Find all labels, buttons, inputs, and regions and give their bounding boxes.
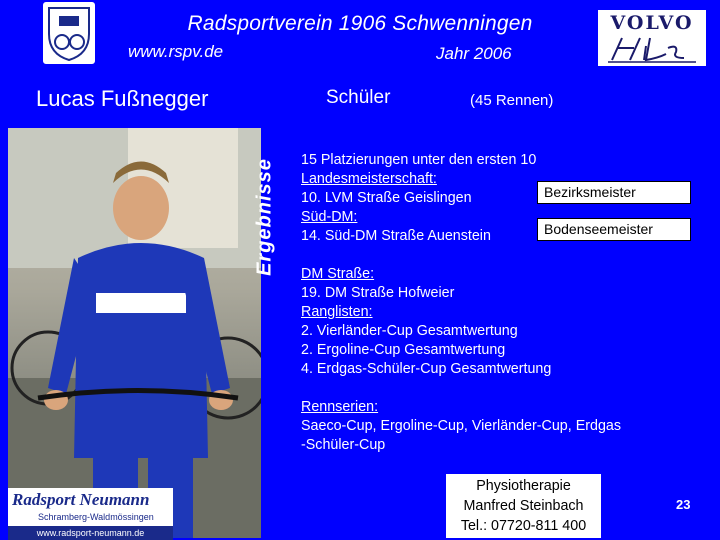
badge-bodenseemeister: Bodenseemeister <box>537 218 691 241</box>
badge-bezirksmeister: Bezirksmeister <box>537 181 691 204</box>
rider-category: Schüler <box>326 87 391 108</box>
result-spacer <box>301 246 711 265</box>
result-line: -Schüler-Cup <box>301 437 386 453</box>
result-line: 14. Süd-DM Straße Auenstein <box>301 228 491 244</box>
rider-name: Lucas Fußnegger <box>36 86 209 111</box>
result-line: 2. Ergoline-Cup Gesamtwertung <box>301 342 506 358</box>
ergebnisse-label <box>249 128 281 305</box>
result-heading: DM Straße: <box>301 266 375 282</box>
result-line: 10. LVM Straße Geislingen <box>301 190 472 206</box>
sponsor-logo <box>598 10 706 66</box>
result-spacer <box>301 379 711 398</box>
race-count: (45 Rennen) <box>470 92 554 109</box>
physio-name: Manfred Steinbach <box>463 498 584 514</box>
year-text: Jahr 2006 <box>436 44 512 63</box>
physio-title: Physiotherapie <box>476 478 571 494</box>
result-heading: Rennserien: <box>301 399 379 415</box>
result-line: 2. Vierländer-Cup Gesamtwertung <box>301 323 518 339</box>
result-heading: Landesmeisterschaft: <box>301 171 437 187</box>
result-line: 19. DM Straße Hofweier <box>301 285 455 301</box>
sponsor-logo-text: VOLVO <box>610 12 694 34</box>
result-line: 15 Platzierungen unter den ersten 10 <box>301 152 537 168</box>
result-line: 4. Erdgas-Schüler-Cup Gesamtwertung <box>301 361 552 377</box>
website-text: www.rspv.de <box>128 42 224 61</box>
neumann-url: www.radsport-neumann.de <box>8 526 173 540</box>
result-line: Saeco-Cup, Ergoline-Cup, Vierländer-Cup, Erdgas <box>301 418 621 434</box>
result-heading: Süd-DM: <box>301 209 358 225</box>
ergebnisse-text: Ergebnisse <box>253 157 276 276</box>
hils-logo-icon <box>606 34 698 64</box>
physio-phone: Tel.: 07720-811 400 <box>460 518 587 534</box>
result-heading: Ranglisten: <box>301 304 373 320</box>
neumann-place: Schramberg-Waldmössingen <box>38 512 154 522</box>
neumann-brand: Radsport Neumann <box>12 490 150 509</box>
page-number: 23 <box>676 497 691 512</box>
radsport-neumann-logo <box>8 488 173 540</box>
rider-photo <box>8 128 261 538</box>
physio-ad <box>446 474 601 538</box>
page-title: Radsportverein 1906 Schwenningen <box>187 12 533 35</box>
